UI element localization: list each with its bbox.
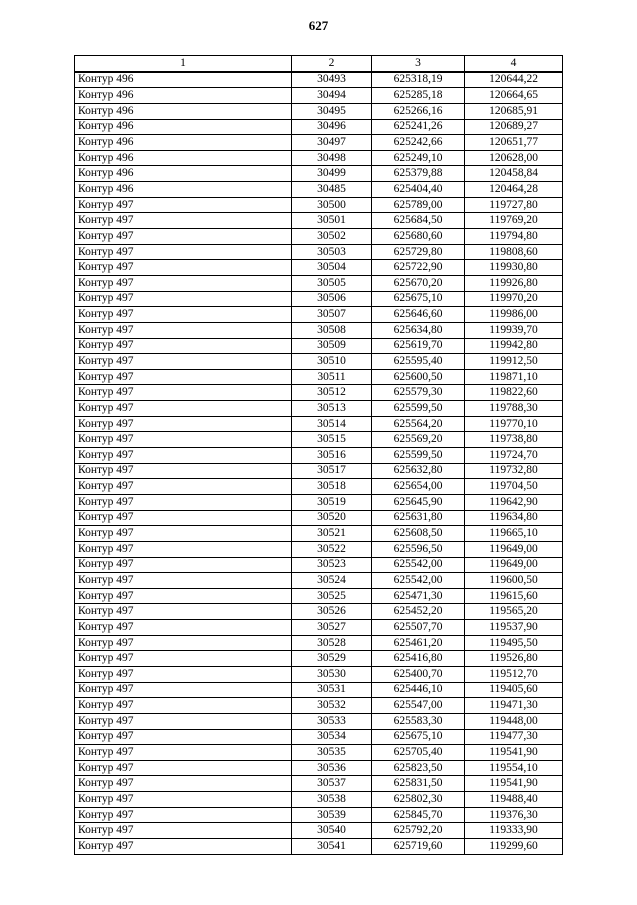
table-row — [75, 385, 563, 401]
point-number-cell: 30529 — [292, 651, 372, 667]
contour-name-cell: Контур 497 — [75, 494, 292, 510]
point-number-cell: 30496 — [292, 119, 372, 135]
table-row — [75, 275, 563, 291]
x-coordinate-cell: 625249,10 — [372, 150, 465, 166]
table-row — [75, 88, 563, 104]
y-coordinate-cell: 119738,80 — [465, 432, 563, 448]
y-coordinate-cell: 120458,84 — [465, 166, 563, 182]
contour-name-cell: Контур 497 — [75, 635, 292, 651]
table-row — [75, 776, 563, 792]
y-coordinate-cell: 119769,20 — [465, 213, 563, 229]
y-coordinate-cell: 119926,80 — [465, 275, 563, 291]
contour-name-cell: Контур 497 — [75, 745, 292, 761]
point-number-cell: 30509 — [292, 338, 372, 354]
point-number-cell: 30536 — [292, 760, 372, 776]
x-coordinate-cell: 625595,40 — [372, 354, 465, 370]
y-coordinate-cell: 119488,40 — [465, 792, 563, 808]
x-coordinate-cell: 625631,80 — [372, 510, 465, 526]
point-number-cell: 30513 — [292, 401, 372, 417]
point-number-cell: 30526 — [292, 604, 372, 620]
table-row — [75, 541, 563, 557]
x-coordinate-cell: 625599,50 — [372, 448, 465, 464]
contour-name-cell: Контур 497 — [75, 416, 292, 432]
y-coordinate-cell: 119939,70 — [465, 322, 563, 338]
table-row — [75, 713, 563, 729]
point-number-cell: 30510 — [292, 354, 372, 370]
table-row — [75, 526, 563, 542]
x-coordinate-cell: 625632,80 — [372, 463, 465, 479]
point-number-cell: 30530 — [292, 666, 372, 682]
contour-name-cell: Контур 496 — [75, 166, 292, 182]
point-number-cell: 30534 — [292, 729, 372, 745]
contour-name-cell: Контур 497 — [75, 463, 292, 479]
x-coordinate-cell: 625680,60 — [372, 229, 465, 245]
x-coordinate-cell: 625507,70 — [372, 620, 465, 636]
table-row — [75, 166, 563, 182]
column-header-2: 2 — [292, 56, 372, 72]
y-coordinate-cell: 119512,70 — [465, 666, 563, 682]
y-coordinate-cell: 119448,00 — [465, 713, 563, 729]
contour-name-cell: Контур 497 — [75, 792, 292, 808]
y-coordinate-cell: 119376,30 — [465, 807, 563, 823]
column-header-1: 1 — [75, 56, 292, 72]
y-coordinate-cell: 119600,50 — [465, 573, 563, 589]
contour-name-cell: Контур 496 — [75, 72, 292, 88]
y-coordinate-cell: 119634,80 — [465, 510, 563, 526]
table-row — [75, 807, 563, 823]
x-coordinate-cell: 625599,50 — [372, 401, 465, 417]
table-row — [75, 510, 563, 526]
x-coordinate-cell: 625654,00 — [372, 479, 465, 495]
y-coordinate-cell: 119727,80 — [465, 197, 563, 213]
x-coordinate-cell: 625266,16 — [372, 103, 465, 119]
y-coordinate-cell: 119642,90 — [465, 494, 563, 510]
contour-name-cell: Контур 497 — [75, 448, 292, 464]
y-coordinate-cell: 120644,22 — [465, 72, 563, 88]
contour-name-cell: Контур 497 — [75, 197, 292, 213]
y-coordinate-cell: 119541,90 — [465, 745, 563, 761]
point-number-cell: 30525 — [292, 588, 372, 604]
contour-name-cell: Контур 497 — [75, 557, 292, 573]
x-coordinate-cell: 625646,60 — [372, 307, 465, 323]
x-coordinate-cell: 625242,66 — [372, 135, 465, 151]
table-row — [75, 244, 563, 260]
contour-name-cell: Контур 497 — [75, 604, 292, 620]
y-coordinate-cell: 119495,50 — [465, 635, 563, 651]
table-row — [75, 229, 563, 245]
table-row — [75, 307, 563, 323]
point-number-cell: 30541 — [292, 839, 372, 855]
table-row — [75, 635, 563, 651]
table-row — [75, 197, 563, 213]
table-row — [75, 839, 563, 855]
table-row — [75, 213, 563, 229]
x-coordinate-cell: 625823,50 — [372, 760, 465, 776]
point-number-cell: 30503 — [292, 244, 372, 260]
table-row — [75, 448, 563, 464]
contour-name-cell: Контур 497 — [75, 385, 292, 401]
contour-name-cell: Контур 497 — [75, 666, 292, 682]
x-coordinate-cell: 625722,90 — [372, 260, 465, 276]
contour-name-cell: Контур 497 — [75, 807, 292, 823]
point-number-cell: 30501 — [292, 213, 372, 229]
y-coordinate-cell: 119299,60 — [465, 839, 563, 855]
contour-name-cell: Контур 497 — [75, 526, 292, 542]
table-row — [75, 103, 563, 119]
point-number-cell: 30518 — [292, 479, 372, 495]
y-coordinate-cell: 119537,90 — [465, 620, 563, 636]
contour-name-cell: Контур 497 — [75, 682, 292, 698]
contour-name-cell: Контур 497 — [75, 729, 292, 745]
y-coordinate-cell: 120689,27 — [465, 119, 563, 135]
contour-name-cell: Контур 497 — [75, 541, 292, 557]
point-number-cell: 30533 — [292, 713, 372, 729]
table-row — [75, 745, 563, 761]
table-row — [75, 119, 563, 135]
column-header-3: 3 — [372, 56, 465, 72]
point-number-cell: 30500 — [292, 197, 372, 213]
table-row — [75, 588, 563, 604]
table-row — [75, 432, 563, 448]
column-header-4: 4 — [465, 56, 563, 72]
table-row — [75, 72, 563, 88]
point-number-cell: 30517 — [292, 463, 372, 479]
table-row — [75, 494, 563, 510]
contour-name-cell: Контур 496 — [75, 103, 292, 119]
point-number-cell: 30524 — [292, 573, 372, 589]
x-coordinate-cell: 625802,30 — [372, 792, 465, 808]
table-row — [75, 135, 563, 151]
y-coordinate-cell: 119665,10 — [465, 526, 563, 542]
x-coordinate-cell: 625600,50 — [372, 369, 465, 385]
table-row — [75, 760, 563, 776]
point-number-cell: 30531 — [292, 682, 372, 698]
x-coordinate-cell: 625579,30 — [372, 385, 465, 401]
table-row — [75, 401, 563, 417]
table-row — [75, 150, 563, 166]
point-number-cell: 30493 — [292, 72, 372, 88]
x-coordinate-cell: 625471,30 — [372, 588, 465, 604]
y-coordinate-cell: 119526,80 — [465, 651, 563, 667]
y-coordinate-cell: 119732,80 — [465, 463, 563, 479]
contour-name-cell: Контур 497 — [75, 698, 292, 714]
header-row — [75, 56, 563, 72]
table-row — [75, 573, 563, 589]
y-coordinate-cell: 119649,00 — [465, 557, 563, 573]
y-coordinate-cell: 120651,77 — [465, 135, 563, 151]
x-coordinate-cell: 625241,26 — [372, 119, 465, 135]
point-number-cell: 30527 — [292, 620, 372, 636]
point-number-cell: 30532 — [292, 698, 372, 714]
x-coordinate-cell: 625719,60 — [372, 839, 465, 855]
contour-name-cell: Контур 497 — [75, 244, 292, 260]
y-coordinate-cell: 119770,10 — [465, 416, 563, 432]
point-number-cell: 30538 — [292, 792, 372, 808]
y-coordinate-cell: 119808,60 — [465, 244, 563, 260]
contour-name-cell: Контур 497 — [75, 823, 292, 839]
x-coordinate-cell: 625705,40 — [372, 745, 465, 761]
x-coordinate-cell: 625729,80 — [372, 244, 465, 260]
point-number-cell: 30537 — [292, 776, 372, 792]
table-body — [75, 72, 563, 855]
point-number-cell: 30495 — [292, 103, 372, 119]
point-number-cell: 30516 — [292, 448, 372, 464]
contour-name-cell: Контур 497 — [75, 322, 292, 338]
point-number-cell: 30494 — [292, 88, 372, 104]
table-row — [75, 354, 563, 370]
table-row — [75, 682, 563, 698]
contour-name-cell: Контур 497 — [75, 260, 292, 276]
y-coordinate-cell: 119822,60 — [465, 385, 563, 401]
table-row — [75, 823, 563, 839]
table-row — [75, 260, 563, 276]
point-number-cell: 30539 — [292, 807, 372, 823]
table-row — [75, 666, 563, 682]
point-number-cell: 30512 — [292, 385, 372, 401]
point-number-cell: 30523 — [292, 557, 372, 573]
x-coordinate-cell: 625547,00 — [372, 698, 465, 714]
contour-name-cell: Контур 497 — [75, 307, 292, 323]
y-coordinate-cell: 119970,20 — [465, 291, 563, 307]
point-number-cell: 30485 — [292, 182, 372, 198]
y-coordinate-cell: 119477,30 — [465, 729, 563, 745]
point-number-cell: 30502 — [292, 229, 372, 245]
point-number-cell: 30511 — [292, 369, 372, 385]
y-coordinate-cell: 119942,80 — [465, 338, 563, 354]
contour-name-cell: Контур 497 — [75, 401, 292, 417]
contour-name-cell: Контур 496 — [75, 135, 292, 151]
x-coordinate-cell: 625461,20 — [372, 635, 465, 651]
y-coordinate-cell: 119794,80 — [465, 229, 563, 245]
x-coordinate-cell: 625452,20 — [372, 604, 465, 620]
table-row — [75, 463, 563, 479]
point-number-cell: 30506 — [292, 291, 372, 307]
table-row — [75, 651, 563, 667]
point-number-cell: 30535 — [292, 745, 372, 761]
point-number-cell: 30507 — [292, 307, 372, 323]
contour-name-cell: Контур 497 — [75, 760, 292, 776]
point-number-cell: 30522 — [292, 541, 372, 557]
table-header — [75, 56, 563, 72]
coordinates-table — [74, 55, 563, 855]
point-number-cell: 30540 — [292, 823, 372, 839]
y-coordinate-cell: 120664,65 — [465, 88, 563, 104]
x-coordinate-cell: 625684,50 — [372, 213, 465, 229]
table-row — [75, 698, 563, 714]
y-coordinate-cell: 119871,10 — [465, 369, 563, 385]
x-coordinate-cell: 625619,70 — [372, 338, 465, 354]
point-number-cell: 30514 — [292, 416, 372, 432]
x-coordinate-cell: 625670,20 — [372, 275, 465, 291]
table-row — [75, 729, 563, 745]
x-coordinate-cell: 625404,40 — [372, 182, 465, 198]
point-number-cell: 30515 — [292, 432, 372, 448]
y-coordinate-cell: 120628,00 — [465, 150, 563, 166]
contour-name-cell: Контур 496 — [75, 88, 292, 104]
x-coordinate-cell: 625645,90 — [372, 494, 465, 510]
contour-name-cell: Контур 497 — [75, 839, 292, 855]
x-coordinate-cell: 625400,70 — [372, 666, 465, 682]
x-coordinate-cell: 625608,50 — [372, 526, 465, 542]
x-coordinate-cell: 625675,10 — [372, 291, 465, 307]
y-coordinate-cell: 119471,30 — [465, 698, 563, 714]
x-coordinate-cell: 625634,80 — [372, 322, 465, 338]
point-number-cell: 30498 — [292, 150, 372, 166]
contour-name-cell: Контур 497 — [75, 338, 292, 354]
table-row — [75, 369, 563, 385]
page-number: 627 — [308, 18, 329, 33]
point-number-cell: 30520 — [292, 510, 372, 526]
contour-name-cell: Контур 496 — [75, 182, 292, 198]
point-number-cell: 30521 — [292, 526, 372, 542]
x-coordinate-cell: 625675,10 — [372, 729, 465, 745]
contour-name-cell: Контур 497 — [75, 510, 292, 526]
x-coordinate-cell: 625318,19 — [372, 72, 465, 88]
y-coordinate-cell: 119405,60 — [465, 682, 563, 698]
point-number-cell: 30499 — [292, 166, 372, 182]
point-number-cell: 30504 — [292, 260, 372, 276]
contour-name-cell: Контур 497 — [75, 229, 292, 245]
x-coordinate-cell: 625379,88 — [372, 166, 465, 182]
table-row — [75, 322, 563, 338]
y-coordinate-cell: 119649,00 — [465, 541, 563, 557]
x-coordinate-cell: 625416,80 — [372, 651, 465, 667]
y-coordinate-cell: 120685,91 — [465, 103, 563, 119]
point-number-cell: 30505 — [292, 275, 372, 291]
y-coordinate-cell: 119930,80 — [465, 260, 563, 276]
contour-name-cell: Контур 497 — [75, 369, 292, 385]
contour-name-cell: Контур 497 — [75, 573, 292, 589]
y-coordinate-cell: 120464,28 — [465, 182, 563, 198]
y-coordinate-cell: 119788,30 — [465, 401, 563, 417]
table-row — [75, 604, 563, 620]
contour-name-cell: Контур 497 — [75, 776, 292, 792]
table-row — [75, 620, 563, 636]
table-row — [75, 479, 563, 495]
x-coordinate-cell: 625792,20 — [372, 823, 465, 839]
contour-name-cell: Контур 497 — [75, 651, 292, 667]
y-coordinate-cell: 119724,70 — [465, 448, 563, 464]
y-coordinate-cell: 119541,90 — [465, 776, 563, 792]
point-number-cell: 30508 — [292, 322, 372, 338]
x-coordinate-cell: 625596,50 — [372, 541, 465, 557]
contour-name-cell: Контур 497 — [75, 479, 292, 495]
x-coordinate-cell: 625285,18 — [372, 88, 465, 104]
y-coordinate-cell: 119554,10 — [465, 760, 563, 776]
contour-name-cell: Контур 497 — [75, 275, 292, 291]
x-coordinate-cell: 625845,70 — [372, 807, 465, 823]
x-coordinate-cell: 625789,00 — [372, 197, 465, 213]
x-coordinate-cell: 625831,50 — [372, 776, 465, 792]
contour-name-cell: Контур 497 — [75, 588, 292, 604]
y-coordinate-cell: 119565,20 — [465, 604, 563, 620]
contour-name-cell: Контур 497 — [75, 354, 292, 370]
y-coordinate-cell: 119912,50 — [465, 354, 563, 370]
table-row — [75, 792, 563, 808]
x-coordinate-cell: 625542,00 — [372, 557, 465, 573]
x-coordinate-cell: 625583,30 — [372, 713, 465, 729]
point-number-cell: 30497 — [292, 135, 372, 151]
contour-name-cell: Контур 497 — [75, 713, 292, 729]
table-row — [75, 182, 563, 198]
contour-name-cell: Контур 497 — [75, 620, 292, 636]
y-coordinate-cell: 119615,60 — [465, 588, 563, 604]
contour-name-cell: Контур 496 — [75, 119, 292, 135]
y-coordinate-cell: 119333,90 — [465, 823, 563, 839]
point-number-cell: 30528 — [292, 635, 372, 651]
contour-name-cell: Контур 497 — [75, 432, 292, 448]
x-coordinate-cell: 625446,10 — [372, 682, 465, 698]
x-coordinate-cell: 625542,00 — [372, 573, 465, 589]
x-coordinate-cell: 625569,20 — [372, 432, 465, 448]
contour-name-cell: Контур 497 — [75, 213, 292, 229]
contour-name-cell: Контур 497 — [75, 291, 292, 307]
y-coordinate-cell: 119704,50 — [465, 479, 563, 495]
table-row — [75, 557, 563, 573]
table-row — [75, 338, 563, 354]
table-row — [75, 291, 563, 307]
contour-name-cell: Контур 496 — [75, 150, 292, 166]
x-coordinate-cell: 625564,20 — [372, 416, 465, 432]
y-coordinate-cell: 119986,00 — [465, 307, 563, 323]
point-number-cell: 30519 — [292, 494, 372, 510]
table-row — [75, 416, 563, 432]
